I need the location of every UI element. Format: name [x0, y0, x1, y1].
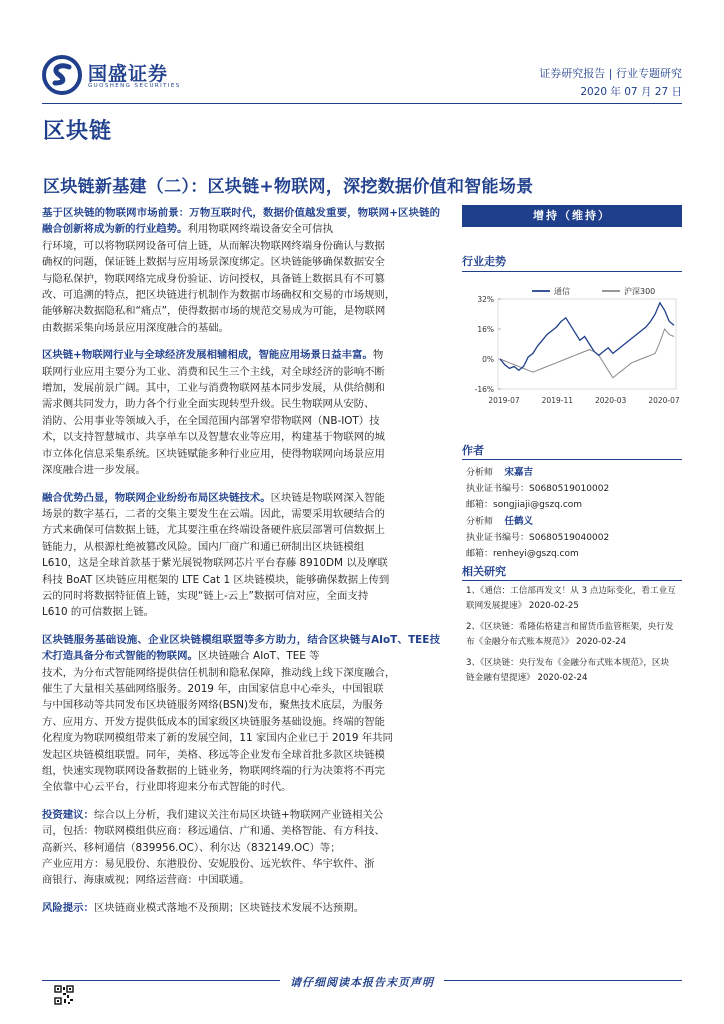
y-tick-label: 0%	[482, 355, 494, 364]
analyst-1-cert-number: S0680519010002	[529, 484, 610, 494]
main-body	[42, 205, 440, 927]
paragraph-line: 区块链融合 AIoT、TEE 等	[197, 650, 320, 663]
trend-divider	[462, 271, 682, 272]
analyst-2-cert	[466, 530, 609, 543]
paragraph-line: 发起区块链模组联盟。同年，美格、移远等企业发布全球首批多款区块链模	[42, 748, 385, 761]
analyst-1-header	[466, 464, 533, 478]
analyst-2-email[interactable]: renheyi@gszq.com	[493, 549, 579, 559]
related-title: 相关研究	[462, 565, 506, 578]
related-2-line-1: 2、《区块链：希隆佑格建言和留货币监管框架，央行发	[466, 622, 674, 632]
body-paragraph	[42, 807, 440, 889]
report-date: 2020 年 07 月 27 日	[580, 86, 682, 98]
related-3-date: 2020-02-24	[537, 673, 588, 683]
body-paragraph	[42, 347, 440, 478]
analyst-2-cert-number: S0680519040002	[529, 533, 610, 543]
paragraph-lead: 基于区块链的物联网市场前景：万物互联时代，数据价值越发重要，物联网+区块链的融合创新将成为新的行业趋势。	[42, 207, 440, 236]
paragraph-line: 术，以支持智慧城市、共享单车以及智慧农业等应用，构建基于物联网的城	[42, 431, 385, 444]
y-tick-label: 16%	[477, 325, 494, 334]
paragraph-lead: 区块链服务基础设施、企业区块链模组联盟等多方助力，结合区块链与AIoT、TEE技术打造具备分布式智能的物联网。	[42, 633, 440, 663]
paragraph-line: 联网行业应用主要分为工业、消费和民生三个主线，对全球经济的影响不断	[42, 365, 385, 378]
sector-title: 区块链	[43, 119, 113, 144]
paragraph-line: 场景的数字基石，二者的交集主要发生在云端。因此，需要采用软硬结合的	[42, 507, 385, 520]
paragraph-line: 行环境，可以将物联网设备可信上链，从而解决物联网终端身份确认与数据	[42, 239, 385, 252]
paragraph-line: 云的同时将数据特征值上链，实现“链上-云上”数据可信对应，全面支持	[42, 589, 369, 602]
paragraph-line: 能够解决数据隐私和“痛点”，使得数据市场的规范交易成为可能，是物联网	[42, 305, 386, 318]
related-divider	[462, 580, 682, 581]
sidebar	[462, 205, 682, 683]
paragraph-line: 产业应用方：易见股份、东港股份、安妮股份、远光软件、华宇软件、浙	[42, 858, 375, 871]
authors-title: 作者	[462, 444, 484, 457]
authors-divider	[462, 459, 682, 460]
paragraph-line: 与隐私保护，物联网络完成身份验证、访问授权，具备链上数据具有不可篡	[42, 272, 385, 285]
paragraph-line: 方式来确保可信数据上链，尤其要注重在终端设备硬件底层部署可信数据上	[42, 524, 385, 537]
paragraph-lead: 风险提示：	[42, 901, 94, 914]
related-item[interactable]	[466, 620, 680, 650]
report-type: 证券研究报告 | 行业专题研究	[539, 67, 682, 80]
x-tick-label: 2020-07	[648, 396, 680, 405]
analyst-2-cert-label: 执业证书编号：	[466, 533, 530, 543]
analyst-1-name: 宋嘉吉	[504, 467, 533, 478]
paragraph-line: 与中国移动等共同发布区块链服务网络(BSN)发布，聚焦技术底层，为服务	[42, 699, 384, 712]
paragraph-lead: 区块链+物联网行业与全球经济发展相辅相成，智能应用场景日益丰富。	[42, 349, 373, 362]
analyst-1-email[interactable]: songjiaji@gszq.com	[493, 500, 583, 510]
paragraph-line: 增加，发展前景广阔。其中，工业与消费物联网基本同步发展，从供给侧和	[42, 382, 385, 395]
body-paragraph	[42, 205, 440, 336]
paragraph-line: 消防、公用事业等领域入手，在全国范围内部署窄带物联网（NB-IOT）技	[42, 414, 380, 427]
y-tick-label: -16%	[474, 385, 494, 394]
paragraph-line: L610 的可信数据上链。	[42, 606, 155, 619]
analyst-1-cert	[466, 481, 609, 494]
x-tick-label: 2020-03	[594, 396, 627, 405]
paragraph-line: 确权的问题，保证链上数据与应用场景深度绑定。区块链能够确保数据安全	[42, 256, 385, 269]
related-2-date: 2020-02-24	[576, 637, 627, 647]
series-line-hs300	[500, 329, 674, 378]
paragraph-line: 物	[372, 349, 384, 362]
paragraph-lead: 融合优势凸显，物联网企业纷纷布局区块链技术。	[42, 491, 271, 504]
footer-disclaimer-text: 请仔细阅读本报告末页声明	[280, 976, 444, 989]
related-2-line-2: 布《金融分布式账本规范》》	[466, 637, 574, 647]
paragraph-line: 催生了大量相关基础网络服务。2019 年，由国家信息中心牵头，中国银联	[42, 682, 384, 695]
analyst-2-header	[466, 513, 533, 527]
analyst-2-name: 任鹤义	[504, 516, 533, 527]
paragraph-line: L610，这是全球首款基于紫光展锐物联网芯片平台春藤 8910DM 以及摩联	[42, 557, 388, 570]
paragraph-line: 高新兴、移柯通信（839956.OC）、利尔达（832149.OC）等；	[42, 841, 341, 854]
body-paragraph	[42, 632, 440, 796]
related-item[interactable]	[466, 584, 680, 614]
y-tick-label: 32%	[477, 295, 494, 304]
paragraph-line: 市立体化信息采集系统。区块链赋能多种行业应用，使得物联网向场景应用	[42, 447, 385, 460]
paragraph-line: 综合以上分析，我们建议关注布局区块链+物联网产业链相关公	[93, 808, 384, 821]
logo-icon	[42, 55, 82, 95]
paragraph-line: 方、应用方、开发方提供低成本的国家级区块链服务基础设施。终端的智能	[42, 715, 385, 728]
related-3-line-1: 3、《区块链：央行发布《金融分布式账本规范》，区块	[466, 658, 670, 668]
paragraph-line: 组，快速实现物联网设备数据的上链业务，物联网终端的行为决策将不再完	[42, 765, 385, 777]
paragraph-line: 全依靠中心云平台，行业即将迎来分布式智能的时代。	[42, 781, 292, 794]
analyst-1-role: 分析师	[466, 468, 494, 478]
series-line-tongxin	[500, 303, 674, 371]
paragraph-line: 链能力，从根源杜绝被篡改风险。国内厂商广和通已研制出区块链模组	[42, 540, 365, 553]
paragraph-line: 区块链商业模式落地不及预期；区块链技术发展不达预期。	[93, 901, 365, 914]
paragraph-lead: 投资建议：	[42, 808, 94, 821]
paragraph-line: 需求侧共同发力，助力各个行业全面实现转型升级。民生物联网从安防、	[42, 398, 375, 411]
rating-badge: 增持（维持）	[462, 205, 682, 227]
trend-title: 行业走势	[462, 255, 506, 268]
analyst-2-email-label: 邮箱：	[466, 549, 494, 559]
report-header	[42, 55, 682, 103]
body-paragraph	[42, 900, 440, 916]
legend-label: 通信	[554, 287, 570, 296]
paragraph-line: 科技 BoAT 区块链应用框架的 LTE Cat 1 区块链模块，能够确保数据上传到	[42, 573, 390, 586]
paragraph-line: 利用物联网终端设备安全可信执	[187, 223, 333, 236]
x-tick-label: 2019-07	[488, 396, 520, 405]
analyst-2-email-row	[466, 546, 579, 559]
related-1-line-1: 1、《通信：工信部再发文！从 3 点边际变化，看工业互	[466, 586, 676, 596]
paragraph-line: 深度融合进一步发展。	[42, 464, 146, 477]
company-logo	[42, 55, 202, 99]
company-name-en: GUOSHENG SECURITIES	[88, 83, 181, 89]
qr-code-icon[interactable]	[54, 985, 74, 1005]
chart-frame	[498, 299, 676, 389]
paragraph-line: 化程度为物联网模组带来了新的发展空间，11 家国内企业已于 2019 年共同	[42, 732, 393, 745]
related-1-line-2: 联网发展提速》	[466, 601, 527, 611]
footer-disclaimer	[0, 974, 724, 990]
related-item[interactable]	[466, 656, 680, 686]
related-1-date: 2020-02-25	[528, 601, 579, 611]
paragraph-line: 区块链是物联网深入智能	[270, 491, 385, 504]
legend-label: 沪深300	[624, 287, 656, 296]
analyst-2-role: 分析师	[466, 517, 494, 527]
paragraph-line: 改、可追溯的特点，把区块链进行机制作为数据市场确权和交易的市场规则，	[42, 289, 396, 302]
related-3-line-2: 链金融有望提速》	[466, 673, 535, 683]
header-divider	[42, 103, 682, 104]
industry-trend-chart	[462, 285, 682, 415]
paragraph-line: 技术，为分布式智能网络提供信任机制和隐私保障，推动线上线下深度融合，	[42, 666, 396, 679]
paragraph-line: 商银行、海康威视；网络运营商：中国联通。	[42, 874, 250, 887]
analyst-1-email-row	[466, 497, 582, 510]
report-headline: 区块链新基建（二）：区块链+物联网，深挖数据价值和智能场景	[43, 177, 534, 197]
company-name-cn: 国盛证券	[88, 63, 169, 85]
paragraph-line: 由数据采集向场景应用深度融合的基础。	[42, 321, 230, 334]
x-tick-label: 2019-11	[541, 396, 574, 405]
analyst-1-email-label: 邮箱：	[466, 500, 494, 510]
paragraph-line: 司，包括：物联网模组供应商：移远通信、广和通、美格智能、有方科技、	[42, 825, 385, 838]
analyst-1-cert-label: 执业证书编号：	[466, 484, 530, 494]
body-paragraph	[42, 490, 440, 621]
